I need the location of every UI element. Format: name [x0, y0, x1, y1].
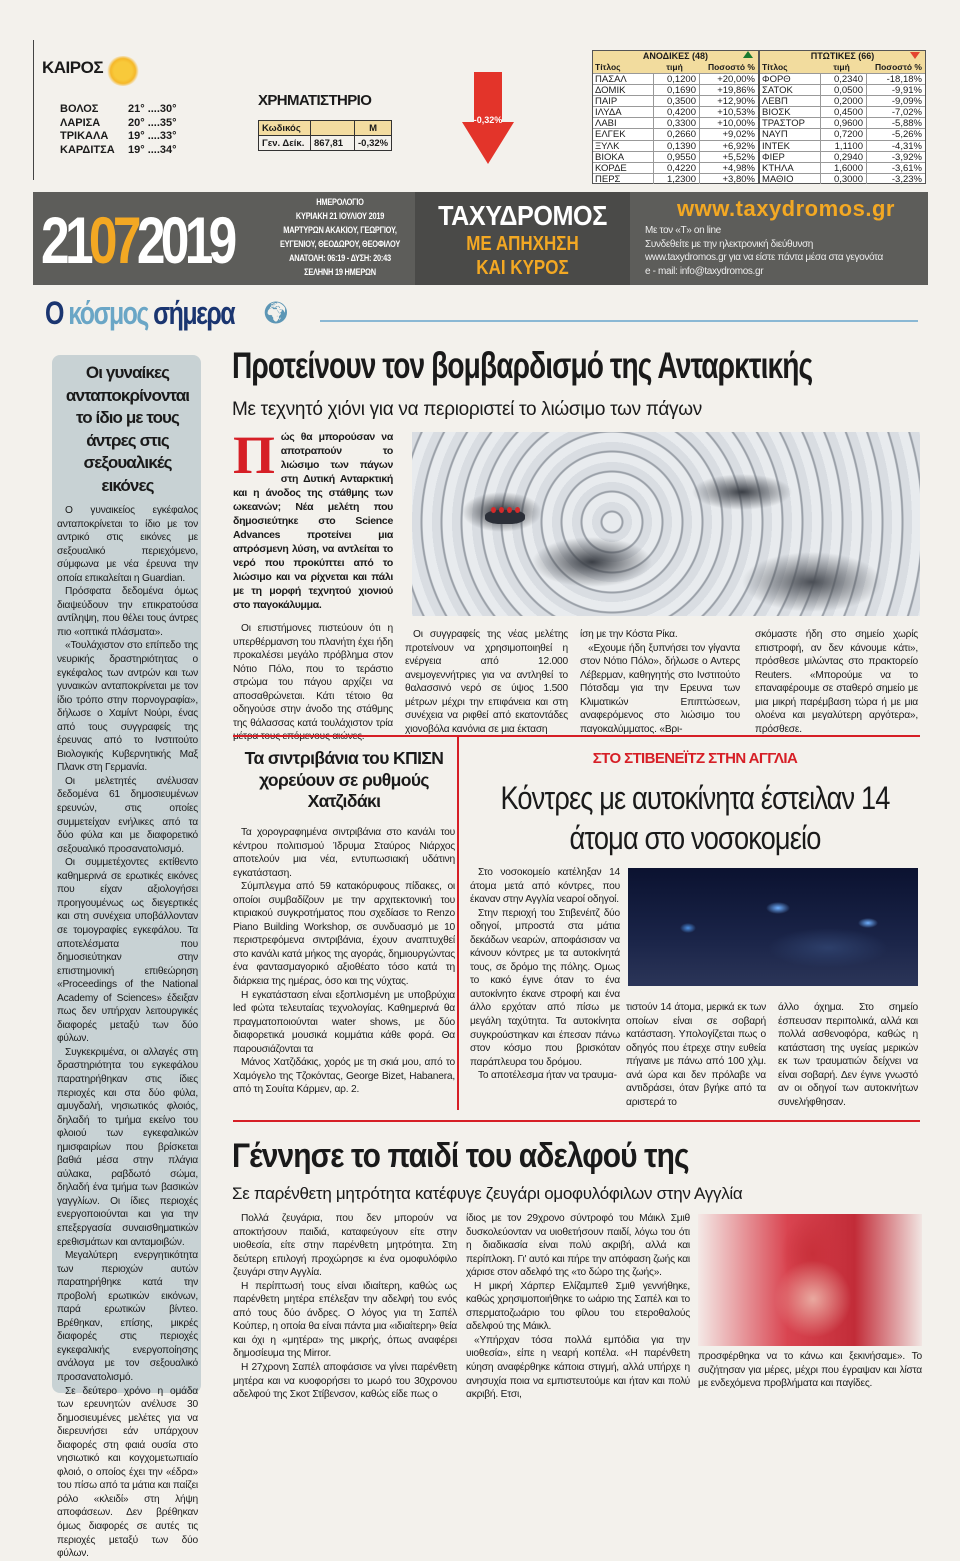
article-column	[466, 1212, 690, 1402]
red-vertical-divider	[457, 737, 459, 1110]
stock-change: +5,52%	[699, 152, 758, 162]
weather-title: ΚΑΙΡΟΣ	[42, 58, 104, 77]
boat-image	[485, 510, 525, 524]
paragraph: τιστούν 14 άτομα, μερικά εκ των οποίων είναι σε σοβαρή κατάσταση. Υπολογίζεται πως ο οδηγός που έτρεχε στην ευθεία πήγαινε με πάνω από 100 χλμ. ανά ώρα και δεν πρόλαβε να αντιδράσει, όταν βγήκε από τα αριστερά το	[626, 1002, 766, 1108]
website-block	[645, 196, 927, 278]
fountains-body	[233, 826, 455, 1097]
stock-row	[593, 106, 758, 117]
col-empty	[311, 121, 355, 136]
paragraph: Το αποτέλεσμα ήταν να τραυμα-	[478, 1070, 617, 1082]
paragraph: άλλο όχημα. Στο σημείο έσπευσαν περιπολικά, αλλά και πολλά ασθενοφόρα, καθώς η κατάσταση της υγείας μερικών εκ των τραυματιών δείχνει να είναι σοβαρή. Δεν έγινε γνωστό αν οι οδηγοί των αυτοκινήτων συνελήφθησαν.	[778, 1002, 918, 1108]
gainers	[593, 51, 758, 183]
stock-name: ΜΑΘΙΟ	[762, 173, 794, 184]
city-temp: 19° ....34°	[128, 143, 177, 156]
city-temp: 19° ....33°	[128, 130, 177, 142]
paragraph: ίδιος με τον 29χρονο σύντροφό του Μάικλ Σμιθ δυσκολεύονταν να υιοθετήσουν παιδί, λόγω του ότι η διαδικασία είναι πολύ ακριβή, αλλά και περίπλοκη. Γι' αυτό και πήρε την απόφαση ζωής και χάρισε στον αδελφό της «το δώρο της ζωής».	[466, 1213, 690, 1279]
paragraph: Πρόσφατα δεδομένα όμως διαψεύδουν την επικρατούσα αντίληψη, που θέλει τους άντρες πιο «οπτικά πλάσματα».	[57, 586, 198, 638]
online-text: Με τον «Τ» on line	[645, 225, 721, 236]
masthead-banner	[33, 192, 928, 285]
article-column	[233, 622, 393, 744]
article-column	[405, 628, 568, 736]
sidebar-headline: Οι γυναίκες ανταποκρίνονται το ίδιο με τους άντρες στις σεξουαλικές εικόνες	[65, 363, 190, 495]
stock-change: +20,00%	[699, 74, 758, 84]
losers	[758, 51, 925, 183]
date-day: 21	[41, 203, 89, 277]
stock-change: -3,61%	[866, 163, 925, 173]
stock-price: 0,7200	[820, 129, 866, 139]
paragraph: Συγκεκριμένα, οι αλλαγές στη δραστηριότητα του εγκεφάλου παρατηρήθηκαν στις ίδιες περιοχές και στα δύο φύλα, αμυγδαλή, νησιωτικός φλοιός, δηλαδή το τμήμα εκείνο του φλοιού των εγκεφαλικών ημισφαιρίων που βρίσκεται βαθιά μέσα στην πλάγια αύλακα, ραβδωτό σώμα, δηλαδή ένα τμήμα των βασικών γαγγλίων. Οι ίδιες περιοχές ενεργοποιούνται και για την επεξεργασία συναισθηματικών ερεθισμάτων και ανταμοιβών.	[57, 1046, 198, 1248]
stock-price: 0,4220	[653, 163, 699, 173]
paragraph: Οι συγγραφείς της νέας μελέτης προτείνουν να χρησιμοποιηθεί η ενέργεια από 12.000 ανεμογεννήτριες για να αντληθεί το θαλασσινό νερό σε ύψος 1.500 μέτρων μέχρι την επιφάνεια και στη συνέχεια να ριφθεί από εκατοντάδες χιονοβόλα κανόνια σε μια έκταση	[405, 629, 568, 735]
paragraph: Οι μελετητές ανέλυσαν δεδομένα 61 δημοσιευμένων ερευνών, στις οποίες συμμετείχαν ενήλικες από τα δύο φύλα και με διαφορετικό σεξουαλικό προσανατολισμό.	[57, 775, 198, 855]
connect-text: Συνδεθείτε με την ηλεκτρονική διεύθυνση	[645, 238, 814, 250]
main-headline: Προτείνουν τον βομβαρδισμό της Ανταρκτικής	[232, 345, 813, 386]
birth-headline: Γέννησε το παιδί του αδελφού της	[232, 1137, 689, 1175]
calendar-line: ΕΥΓΕΝΙΟΥ, ΘΕΟΔΩΡΟΥ, ΘΕΟΦΙΛΟΥ	[279, 239, 401, 250]
col-title: Τίτλος	[595, 62, 621, 72]
date-month: 07	[88, 203, 137, 277]
paragraph: Η περίπτωσή τους είναι ιδιαίτερη, καθώς ως παρένθετη μητέρα επέλεξαν την αδελφή του ενός από τους δύο άνδρες. Ο λόγος για τη Σαπέλ Κούπερ, η οποία θα είναι πάντα μια «ιδιαίτερη» θεία και όχι η «μητέρα» της μικρής, όπως αναφέρει δημοσίευμα της Mirror.	[233, 1280, 457, 1360]
stock-change: -3,23%	[866, 174, 925, 184]
city-name: ΒΟΛΟΣ	[60, 103, 99, 115]
paragraph: προσφέρθηκα να το κάνω και ξεκινήσαμε». Το συζήτησαν για μέρες, μέχρι που έγραψαν και λίστα με ενδεχόμενα προβλήματα και παγίδες.	[698, 1351, 922, 1390]
stock-change: +10,53%	[699, 107, 758, 117]
stock-price: 1,6000	[820, 163, 866, 173]
losers-title: ΠΤΩΤΙΚΕΣ (66)	[810, 51, 875, 61]
stock-row	[760, 128, 925, 139]
stock-change: -5,88%	[866, 118, 925, 128]
stock-name: ΠΑΣΑΛ	[595, 74, 627, 85]
paragraph: Η εγκατάσταση είναι εξοπλισμένη με υποβρύχια led φώτα τελευταίας τεχνολογίας. Καθημερινά θα πραγματοποιούνται water shows, με δύο διαφορετικά μουσικά κομμάτια κάθε φορά. Θα παρουσιάζονται τα	[233, 989, 455, 1055]
paragraph: «Τουλάχιστον στο επίπεδο της νευρικής δραστηριότητας ο εγκέφαλος των αντρών και των γυναικών ανταποκρίνεται με τον ίδιο τρόπο στην πορνογραφία», δήλωσε ο Χαμίντ Νούρι, ένας από τους συγγραφείς της έρευνας από το Ινστιτούτο Βιολογικής Κυβερνητικής Μαξ Πλανκ στη Γερμανία.	[57, 640, 198, 774]
stock-price: 0,3300	[653, 118, 699, 128]
stock-row	[593, 117, 758, 128]
stock-change: +3,80%	[699, 174, 758, 184]
stock-name: ΒΙΟΣΚ	[762, 107, 791, 118]
stock-price: 0,0500	[820, 85, 866, 95]
calendar-line: ΑΝΑΤΟΛΗ: 06:19 - ΔΥΣΗ: 20:43	[289, 253, 391, 264]
article-column	[626, 1001, 766, 1109]
stock-price: 1,1100	[820, 141, 866, 151]
article-column	[580, 628, 740, 736]
stock-name: ΛΑΒΙ	[595, 118, 617, 129]
index-change: -0,32%	[355, 136, 392, 151]
calendar-line: ΜΑΡΤΥΡΩΝ ΑΚΑΚΙΟΥ, ΓΕΩΡΓΙΟΥ,	[283, 225, 397, 236]
paragraph: Μεγαλύτερη ενεργητικότητα των περιοχών αυτών παρατηρήθηκε κατά την προβολή ερωτικών εικόνων, παρά ερωτικών βίντεο. Βρέθηκαν, επίσης, μικρές διαφορές στις περιοχές εγκεφαλικής ενεργοποίησης ανάλογα με τον σεξουαλικό προσανατολισμό.	[57, 1250, 198, 1383]
city-temp: 20° ....35°	[128, 116, 177, 129]
stock-price: 0,1200	[653, 74, 699, 84]
stock-price: 0,2660	[653, 129, 699, 139]
stock-name: ΤΡΑΣΤΟΡ	[762, 118, 806, 129]
article-column	[698, 1350, 922, 1391]
index-table	[258, 120, 392, 151]
stock-name: ΒΙΟΚΑ	[595, 151, 625, 162]
index-value: 867,81	[311, 136, 355, 151]
lead-column	[233, 425, 393, 744]
paragraph: Οι συμμετέχοντες εκτίθεντο καθημερινά σε ερωτικές εικόνες που είχαν αξιολογήσει προηγουμένως ως διεγερτικές και στη συνέχεια υποβάλλονταν σε τομογραφίες εγκεφάλου. Τα αποτελέσματα που δημοσιεύτηκαν στην επιστημονική επιθεώρηση «Proceedings of the National Academy of Sciences» έδειξαν πως δεν υπήρχαν λειτουργικές διαφορές μεταξύ των δύο φύλων.	[57, 857, 198, 1045]
stock-change: -5,26%	[866, 129, 925, 139]
lead-paragraph	[233, 425, 393, 612]
weather-row	[60, 144, 177, 158]
stock-row	[760, 162, 925, 173]
stock-row	[593, 95, 758, 106]
stock-row	[593, 128, 758, 139]
stock-row	[593, 84, 758, 95]
paragraph: Ο γυναικείος εγκέφαλος ανταποκρίνεται το ίδιο με τον αντρικό στις εικόνες με σεξουαλικό περιεχόμενο, σύμφωνα με νέα έρευνα την οποία επικαλείται η Guardian.	[57, 505, 198, 584]
stock-row	[760, 173, 925, 184]
section-word: Ο	[45, 295, 69, 331]
stock-row	[760, 151, 925, 162]
losers-rows	[760, 73, 925, 184]
calendar	[266, 196, 414, 280]
brand-name: ΤΑΧΥΔΡΟΜΟΣ	[438, 200, 607, 231]
stock-price: 0,1690	[653, 85, 699, 95]
stock-change: +19,86%	[699, 85, 758, 95]
police-night-photo	[628, 868, 918, 986]
paragraph: Οι επιστήμονες πιστεύουν ότι η υπερθέρμανση του πλανήτη έχει ήδη προκαλέσει μεγάλο πρόβλημα στον Νότιο Πόλο, που το τεράστιο στρώμα του πάγου αρχίζει να αποσαθρώνεται. Κάτι τέτοιο θα οδηγούσε στην άνοδο της στάθμης της θάλασσας κατά τουλάχιστον τρία	[233, 623, 393, 729]
pregnant-woman-photo	[698, 1214, 922, 1346]
col-m: Μ	[355, 121, 392, 136]
crash-headline: Κόντρες με αυτοκίνητα έστειλαν 14 άτομα στο νοσοκομείο	[500, 780, 890, 856]
gainers-title: ΑΝΟΔΙΚΕΣ (48)	[642, 51, 709, 61]
stock-price: 0,4500	[820, 107, 866, 117]
fountains-headline: Τα σιντριβάνια του ΚΠΙΣΝ χορεύουν σε ρυθμούς Χατζιδάκι	[244, 748, 444, 811]
col-price: τιμή	[833, 62, 850, 72]
stock-row	[593, 73, 758, 84]
stock-change: -18,18%	[866, 74, 925, 84]
col-title: Τίτλος	[762, 62, 788, 72]
antarctic-ice-photo	[412, 432, 920, 616]
slogan: ΚΑΙ ΚΥΡΟΣ	[476, 257, 569, 279]
paragraph: Τα χορογραφημένα σιντριβάνια στο κανάλι του κέντρου πολιτισμού Ίδρυμα Σταύρος Νιάρχος αποτελούν μια νέα, εντυπωσιακή υδάτινη εγκατάσταση.	[233, 827, 455, 879]
sun-icon	[106, 56, 140, 86]
stock-price: 0,4200	[653, 107, 699, 117]
date-display	[41, 200, 233, 280]
paragraph: Στην περιοχή του Στιβενέιτζ δύο οδηγοί, μπροστά στα μάτια δεκάδων νεαρών, αποφάσισαν να κάνουν κόντρες με τα αυτοκίνητά τους, σε δρόμο της πόλης. Ομως το κακό έγινε όταν το ένα αυτοκίνητο έκανε στροφή και ένα άλλο ερχόταν από πίσω με μεγάλη ταχύτητα. Τα αυτοκίνητα συγκρούστηκαν και έπεσαν πάνω στον κόσμο που βρισκόταν παράπλευρα του δρόμου.	[470, 907, 620, 1068]
stock-row	[593, 162, 758, 173]
stock-name: ΙΝΤΕΚ	[762, 140, 790, 151]
stock-name: ΣΑΤΟΚ	[762, 85, 793, 96]
paragraph: σκόμαστε ήδη στο σημείο χωρίς επιστροφή, αν δεν κάνουμε κάτι», πρόσθεσε μιλώντας στο πρακτορείο Reuters. «Μπορούμε να το επαναφέρουμε σε σταθερό σημείο με μια μικρή παρέμβαση τώρα ή με μια ολοένα και μεγαλύτερη αργότερα», πρόσθεσε.	[755, 629, 918, 735]
paragraph: «Εχουμε ήδη ξυπνήσει τον γίγαντα στον Νότιο Πόλο», δήλωσε ο Αντερς Λέβερμαν, καθηγητής στο Ινστιτούτο Πότσδαμ για την Ερευνα των Κλιματικών Επιπτώσεων, αναφερόμενος στο λιώσιμο του παγοκαλύμματος. «Βρι-	[580, 642, 740, 735]
weather-row	[60, 130, 177, 144]
red-divider	[233, 735, 920, 737]
stock-price: 0,9550	[653, 152, 699, 162]
paragraph: Στο νοσοκομείο κατέληξαν 14 άτομα μετά από κόντρες, που έκαναν στην Αγγλία νεαροί οδηγοί.	[470, 867, 620, 906]
connect-text: www.taxydromos.gr για να είστε πάντα μέσα στα γεγονότα	[645, 252, 883, 263]
paragraph: ίση με την Κόστα Ρίκα.	[580, 629, 678, 640]
stock-name: ΙΛΥΔΑ	[595, 107, 622, 118]
stock-change: -4,31%	[866, 141, 925, 151]
col-percent: Ποσοστό %	[707, 62, 755, 72]
paragraph: Μάνος Χατζιδάκις, χορός με τη σκιά μου, από το Χαμόγελο της Τζοκόντας, George Bizet, Habanera, από τη Σουίτα Κάρμεν, αρ. 2.	[233, 1057, 455, 1096]
sidebar-article	[57, 362, 198, 1561]
paragraph: «Υπήρχαν τόσα πολλά εμπόδια για την υιοθεσία», είπε η νεαρή κοπέλα. «Η παρένθετη κύηση αναφέρθηκε κάποια στιγμή, αλλά υπήρχε η ανησυχία ποια να εμπιστευτούμε και ήταν και πολύ ακριβή. Ετσι,	[466, 1334, 690, 1401]
col-percent: Ποσοστό %	[874, 62, 922, 72]
stock-price: 0,2000	[820, 96, 866, 106]
stock-name: ΦΙΕΡ	[762, 151, 785, 162]
left-rule	[33, 40, 34, 180]
website-link[interactable]: www.taxydromos.gr	[677, 196, 895, 221]
city-temp: 21° ....30°	[128, 103, 177, 115]
main-subheadline: Με τεχνητό χιόνι για να περιοριστεί το λιώσιμο των πάγων	[232, 399, 702, 420]
stock-row	[760, 106, 925, 117]
calendar-line: ΗΜΕΡΟΛΟΓΙΟ	[316, 197, 364, 208]
stock-change: -7,02%	[866, 107, 925, 117]
date-year: 2019	[136, 203, 233, 277]
city-name: ΛΑΡΙΣΑ	[60, 116, 101, 129]
section-word: σήμερα	[153, 295, 235, 331]
stock-name: ΕΛΓΕΚ	[595, 129, 626, 140]
article-column	[755, 628, 918, 736]
email-link[interactable]: e - mail: info@taxydromos.gr	[645, 265, 764, 277]
stock-name: ΚΤΗΛΑ	[762, 162, 794, 173]
stock-change: -3,92%	[866, 152, 925, 162]
city-name: ΤΡΙΚΑΛΑ	[60, 130, 109, 142]
stock-price: 1,2300	[653, 174, 699, 184]
globe-icon: 🌍︎	[262, 300, 290, 325]
col-price: τιμή	[666, 62, 683, 72]
stock-row	[593, 151, 758, 162]
article-column	[233, 1212, 457, 1402]
spacer	[233, 612, 393, 622]
red-divider	[233, 1120, 920, 1122]
paragraph: Πολλά ζευγάρια, που δεν μπορούν να αποκτήσουν παιδιά, καταφεύγουν είτε στην υιοθεσία, είτε στην παρένθετη μητρότητα. Στη δεύτερη επιλογή προχώρησε κι ένα ομοφυλόφιλο ζευγάρι στην Αγγλία.	[233, 1213, 457, 1279]
stock-row	[760, 73, 925, 84]
market-arrow-label: -0,32%	[473, 115, 503, 125]
stock-name: ΛΕΒΠ	[762, 96, 788, 107]
paragraph: Σύμπλεγμα από 59 κατακόρυφους πίδακες, οι οποίοι συμβαδίζουν με την αρχιτεκτονική του κτιριακού συγκροτήματος που σχεδίασε το Renzo Piano Building Workshop, σε συνδυασμό με 10 περιστρεφόμενα σιντριβάνια, έχουν αναπτυχθεί στο κανάλι κατά μήκος της αγοράς, δημιουργώντας ένα φαντασμαγορικό αξιοθέατο τόσο κατά τη διάρκεια της ημέρας, όσο και της νύχτας.	[233, 881, 455, 988]
calendar-line: ΣΕΛΗΝΗ 19 ΗΜΕΡΩΝ	[304, 267, 376, 278]
down-arrow-icon	[910, 52, 920, 59]
stock-row	[760, 84, 925, 95]
stock-change: -9,09%	[866, 96, 925, 106]
stock-row	[593, 140, 758, 151]
stock-price: 0,1390	[653, 141, 699, 151]
stock-row	[760, 140, 925, 151]
sidebar-body	[57, 504, 198, 1561]
stock-price: 0,9600	[820, 118, 866, 128]
stock-name: ΦΟΡΘ	[762, 74, 791, 85]
stock-change: +10,00%	[699, 118, 758, 128]
article-column	[778, 1001, 918, 1109]
paragraph: Σε δεύτερο χρόνο η ομάδα των ερευνητών ανέλυσε 30 δημοσιευμένες μελέτες για να διερευνήσει εάν υπάρχουν διαφορές στη φαιά ουσία στο νησιωτικό και κογχομετωπιαίο φλοιό, ο οποίος έχει την «έδρα» του πίσω από τα μάτια και παίζει ρόλο «κλειδί» στη λήψη αποφάσεων. Δεν βρέθηκαν όμως διαφορές σε αυτές τις περιοχές μεταξύ των δύο φύλων.	[57, 1385, 198, 1560]
col-code: Κωδικός	[259, 121, 311, 136]
city-name: ΚΑΡΔΙΤΣΑ	[60, 143, 115, 156]
weather-row	[60, 103, 177, 117]
lead-text: ώς θα μπορούσαν να αποτραπούν το λιώσιμο των πάγων στη Δυτική Ανταρκτική και η άνοδος της στάθμης των ωκεανών; Νέα μελέτη που δημοσιεύτηκε στο Science Advances προτείνει μια απρόσμενη λύση, να αντλείται το νερό που προκύπτει από το λιώσιμο και να ρίχνεται και πάλι με τη μορφή τεχνητού χιονιού στο παγοκάλυμμα.	[233, 431, 393, 611]
market-title: ΧΡΗΜΑΤΙΣΤΗΡΙΟ	[258, 92, 372, 109]
article-column	[470, 866, 620, 1083]
stock-price: 0,3000	[820, 174, 866, 184]
stock-price: 0,2940	[820, 152, 866, 162]
stock-change: +12,90%	[699, 96, 758, 106]
stock-name: ΠΕΡΣ	[595, 173, 621, 184]
brand-block	[415, 192, 630, 285]
stock-row	[593, 173, 758, 184]
stock-name: ΔΟΜΙΚ	[595, 85, 626, 96]
stock-price: 0,2340	[820, 74, 866, 84]
stocks-table	[592, 50, 926, 184]
calendar-line: ΚΥΡΙΑΚΗ 21 ΙΟΥΛΙΟΥ 2019	[295, 211, 385, 222]
stock-change: +6,92%	[699, 141, 758, 151]
stock-change: +4,98%	[699, 163, 758, 173]
stock-change: +9,02%	[699, 129, 758, 139]
gainers-rows	[593, 73, 758, 184]
section-word: κόσμος	[68, 295, 154, 331]
up-arrow-icon	[743, 51, 753, 58]
slogan: ΜΕ ΑΠΗΧΗΣΗ	[466, 233, 579, 255]
section-rule	[320, 320, 918, 322]
stock-price: 0,3500	[653, 96, 699, 106]
stock-name: ΝΑΥΠ	[762, 129, 788, 140]
birth-subheadline: Σε παρένθετη μητρότητα κατέφυγε ζευγάρι ομοφυλόφιλων στην Αγγλία	[232, 1184, 743, 1203]
paragraph: Η μικρή Χάρπερ Ελίζαμπεθ Σμιθ γεννήθηκε, καθώς χρησιμοποιήθηκε το ωάριο της Σαπέλ και το σπερματοζωάριο του φίλου του ετεροθαλούς αδελφού της Μάικλ.	[466, 1280, 690, 1333]
stock-row	[760, 117, 925, 128]
stock-name: ΚΟΡΔΕ	[595, 162, 627, 173]
stock-row	[760, 95, 925, 106]
weather-list	[60, 103, 177, 157]
section-title	[45, 295, 234, 332]
stock-change: -9,91%	[866, 85, 925, 95]
index-name: Γεν. Δείκ.	[259, 136, 311, 151]
stock-name: ΞΥΛΚ	[595, 140, 620, 151]
crash-kicker: ΣΤΟ ΣΤΙΒΕΝΕΪΤΖ ΣΤΗΝ ΑΓΓΛΙΑ	[592, 750, 798, 767]
weather-row	[60, 117, 177, 131]
drop-cap: Π	[233, 425, 275, 485]
stock-name: ΠΑΙΡ	[595, 96, 618, 107]
paragraph: Η 27χρονη Σαπέλ αποφάσισε να γίνει παρένθετη μητέρα και να κυοφορήσει το μωρό του 30χρονου αδελφού της Σκοτ Στίβενσον, καθώς είδε πως ο	[233, 1362, 457, 1401]
